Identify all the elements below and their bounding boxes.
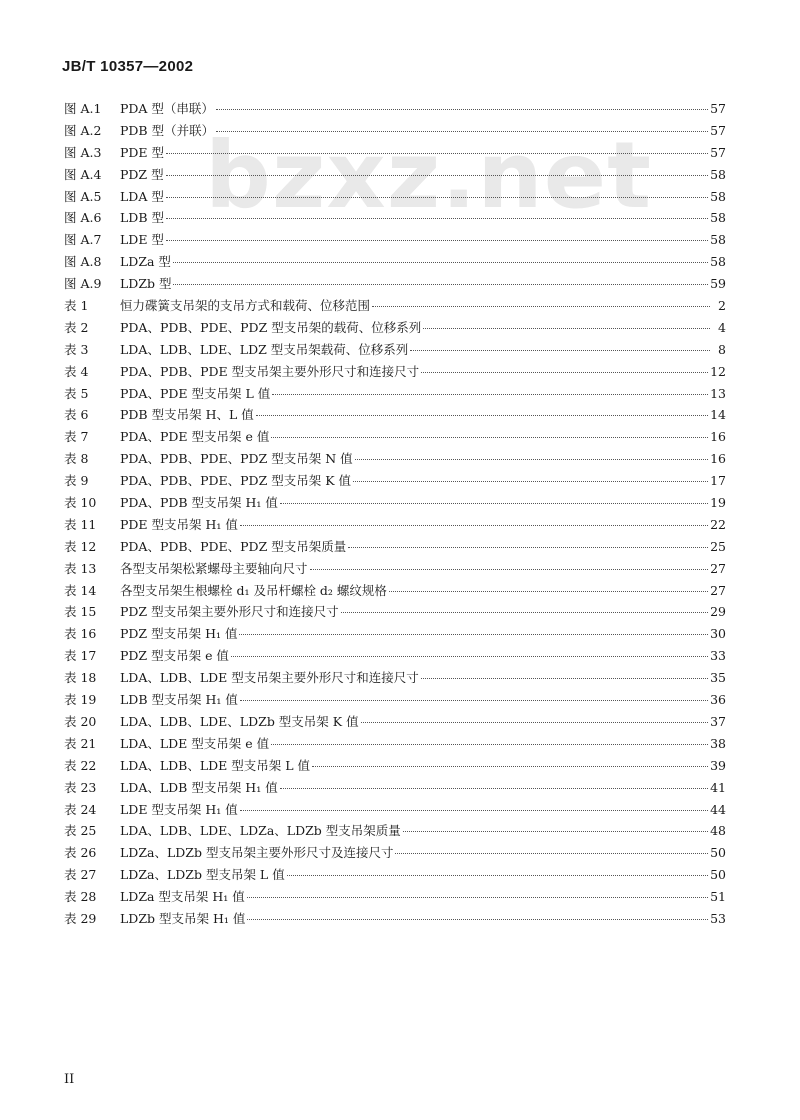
toc-entry-page: 17 bbox=[710, 473, 726, 489]
toc-entry-page: 22 bbox=[710, 516, 726, 532]
toc-entry-title: LDA、LDB、LDE、LDZ 型支吊架载荷、位移系列 bbox=[120, 341, 409, 357]
dot-leader bbox=[280, 502, 708, 504]
toc-entry[interactable] bbox=[64, 602, 726, 624]
toc-entry-page: 29 bbox=[710, 604, 726, 620]
toc-entry-page: 36 bbox=[710, 692, 726, 708]
toc-entry[interactable] bbox=[64, 427, 726, 449]
toc-entry[interactable] bbox=[64, 515, 726, 537]
toc-entry-label: 表 16 bbox=[64, 626, 97, 642]
document-code: JB/T 10357—2002 bbox=[62, 58, 194, 75]
toc-entry-page: 41 bbox=[710, 779, 726, 795]
dot-leader bbox=[421, 677, 708, 679]
toc-entry[interactable] bbox=[64, 778, 726, 800]
dot-leader bbox=[403, 830, 708, 832]
toc-entry[interactable] bbox=[64, 252, 726, 274]
toc-entry-title: PDA、PDB、PDE、PDZ 型支吊架的载荷、位移系列 bbox=[120, 319, 422, 335]
toc-entry-title: PDA、PDB、PDE、PDZ 型支吊架 N 值 bbox=[120, 451, 353, 467]
toc-entry-title: PDB 型支吊架 H、L 值 bbox=[120, 407, 254, 423]
toc-entry-page: 38 bbox=[710, 735, 726, 751]
toc-entry-page: 58 bbox=[710, 166, 726, 182]
dot-leader bbox=[421, 371, 708, 373]
toc-entry-page: 53 bbox=[710, 910, 726, 926]
toc-entry[interactable] bbox=[64, 230, 726, 252]
toc-entry-title: LDA、LDB、LDE、LDZb 型支吊架 K 值 bbox=[120, 713, 359, 729]
toc-entry[interactable] bbox=[64, 800, 726, 822]
toc-entry[interactable] bbox=[64, 624, 726, 646]
dot-leader bbox=[272, 393, 708, 395]
toc-entry-page: 57 bbox=[710, 122, 726, 138]
toc-entry-title: PDB 型（并联） bbox=[120, 122, 215, 138]
toc-entry-title: LDZa 型支吊架 H₁ 值 bbox=[120, 889, 245, 905]
toc-entry[interactable] bbox=[64, 865, 726, 887]
dot-leader bbox=[247, 896, 708, 898]
toc-entry-title: PDZ 型支吊架主要外形尺寸和连接尺寸 bbox=[120, 604, 339, 620]
toc-entry-label: 表 22 bbox=[64, 757, 97, 773]
toc-entry-label: 表 10 bbox=[64, 495, 97, 511]
toc-entry-title: PDZ 型支吊架 H₁ 值 bbox=[120, 626, 238, 642]
dot-leader bbox=[341, 611, 709, 613]
toc-entry[interactable] bbox=[64, 690, 726, 712]
toc-entry[interactable] bbox=[64, 646, 726, 668]
toc-entry-label: 表 19 bbox=[64, 692, 97, 708]
dot-leader bbox=[166, 217, 708, 219]
toc-entry-page: 57 bbox=[710, 144, 726, 160]
toc-entry-label: 表 23 bbox=[64, 779, 97, 795]
toc-entry-page: 51 bbox=[710, 889, 726, 905]
toc-entry-label: 表 6 bbox=[64, 407, 89, 423]
toc-entry-page: 4 bbox=[718, 319, 726, 335]
toc-entry[interactable] bbox=[64, 362, 726, 384]
dot-leader bbox=[312, 765, 708, 767]
dot-leader bbox=[247, 918, 708, 920]
toc-entry-page: 39 bbox=[710, 757, 726, 773]
dot-leader bbox=[240, 699, 708, 701]
toc-entry[interactable] bbox=[64, 384, 726, 406]
toc-entry-page: 30 bbox=[710, 626, 726, 642]
dot-leader bbox=[353, 480, 708, 482]
toc-entry-title: PDA、PDB 型支吊架 H₁ 值 bbox=[120, 495, 278, 511]
toc-entry-page: 33 bbox=[710, 648, 726, 664]
toc-entry[interactable] bbox=[64, 493, 726, 515]
toc-entry-label: 表 3 bbox=[64, 341, 89, 357]
toc-entry-page: 27 bbox=[710, 560, 726, 576]
toc-entry[interactable] bbox=[64, 208, 726, 230]
toc-entry-page: 58 bbox=[710, 232, 726, 248]
dot-leader bbox=[361, 721, 709, 723]
toc-entry-label: 表 25 bbox=[64, 823, 97, 839]
toc-entry-title: LDZb 型支吊架 H₁ 值 bbox=[120, 910, 246, 926]
toc-entry-title: LDZa、LDZb 型支吊架主要外形尺寸及连接尺寸 bbox=[120, 845, 394, 861]
toc-entry-page: 19 bbox=[710, 495, 726, 511]
toc-entry-title: LDA、LDE 型支吊架 e 值 bbox=[120, 735, 270, 751]
toc-entry[interactable] bbox=[64, 340, 726, 362]
toc-entry[interactable] bbox=[64, 449, 726, 471]
toc-entry-label: 表 27 bbox=[64, 867, 97, 883]
toc-entry-page: 57 bbox=[710, 101, 726, 116]
toc-entry[interactable] bbox=[64, 537, 726, 559]
dot-leader bbox=[240, 809, 708, 811]
toc-entry[interactable] bbox=[64, 843, 726, 865]
toc-entry-page: 48 bbox=[710, 823, 726, 839]
toc-entry-title: PDZ 型支吊架 e 值 bbox=[120, 648, 229, 664]
toc-entry-label: 图 A.5 bbox=[64, 188, 102, 204]
toc-entry-title: PDA、PDB、PDE 型支吊架主要外形尺寸和连接尺寸 bbox=[120, 363, 420, 379]
toc-entry-title: PDA 型（串联） bbox=[120, 101, 214, 116]
toc-entry-label: 表 18 bbox=[64, 670, 97, 686]
toc-entry-page: 58 bbox=[710, 188, 726, 204]
toc-entry-title: PDA、PDE 型支吊架 e 值 bbox=[120, 429, 270, 445]
toc-entry-label: 表 4 bbox=[64, 363, 89, 379]
toc-entry-page: 58 bbox=[710, 254, 726, 270]
toc-entry-label: 表 17 bbox=[64, 648, 97, 664]
dot-leader bbox=[310, 568, 709, 570]
toc-entry-title: LDB 型 bbox=[120, 210, 164, 226]
toc-entry-page: 16 bbox=[710, 451, 726, 467]
toc-entry-title: PDZ 型 bbox=[120, 166, 164, 182]
toc-entry-title: LDZa 型 bbox=[120, 254, 171, 270]
toc-entry-label: 表 9 bbox=[64, 473, 89, 489]
toc-entry-page: 14 bbox=[710, 407, 726, 423]
page-number: II bbox=[64, 1072, 75, 1087]
toc-entry-label: 表 13 bbox=[64, 560, 97, 576]
watermark: bzxz.net bbox=[205, 122, 653, 229]
dot-leader bbox=[287, 874, 708, 876]
toc-entry[interactable] bbox=[64, 471, 726, 493]
table-of-contents bbox=[64, 99, 726, 931]
dot-leader bbox=[423, 327, 710, 329]
toc-entry[interactable] bbox=[64, 756, 726, 778]
toc-entry[interactable] bbox=[64, 559, 726, 581]
dot-leader bbox=[239, 633, 708, 635]
toc-entry-label: 表 20 bbox=[64, 713, 97, 729]
toc-entry-label: 表 5 bbox=[64, 385, 89, 401]
toc-entry-label: 表 8 bbox=[64, 451, 89, 467]
toc-entry-page: 8 bbox=[718, 341, 726, 357]
toc-entry-title: LDZa、LDZb 型支吊架 L 值 bbox=[120, 867, 285, 883]
toc-entry-label: 表 28 bbox=[64, 889, 97, 905]
toc-entry-page: 27 bbox=[710, 582, 726, 598]
toc-entry-page: 35 bbox=[710, 670, 726, 686]
toc-entry[interactable] bbox=[64, 821, 726, 843]
toc-entry-title: PDA、PDE 型支吊架 L 值 bbox=[120, 385, 271, 401]
dot-leader bbox=[166, 152, 708, 154]
toc-entry-page: 44 bbox=[710, 801, 726, 817]
toc-entry-title: LDB 型支吊架 H₁ 值 bbox=[120, 692, 238, 708]
toc-entry-title: LDA、LDB 型支吊架 H₁ 值 bbox=[120, 779, 278, 795]
toc-entry-title: LDA、LDB、LDE 型支吊架 L 值 bbox=[120, 757, 311, 773]
toc-entry[interactable] bbox=[64, 296, 726, 318]
dot-leader bbox=[271, 436, 708, 438]
toc-entry-label: 表 15 bbox=[64, 604, 97, 620]
toc-entry-page: 13 bbox=[710, 385, 726, 401]
toc-entry[interactable] bbox=[64, 581, 726, 603]
toc-entry-label: 表 14 bbox=[64, 582, 97, 598]
dot-leader bbox=[372, 305, 710, 307]
toc-entry-label: 图 A.1 bbox=[64, 101, 102, 116]
toc-entry[interactable] bbox=[64, 187, 726, 209]
toc-entry[interactable] bbox=[64, 121, 726, 143]
toc-entry-page: 16 bbox=[710, 429, 726, 445]
dot-leader bbox=[240, 524, 708, 526]
toc-entry-title: 各型支吊架生根螺栓 d₁ 及吊杆螺栓 d₂ 螺纹规格 bbox=[120, 582, 387, 598]
dot-leader bbox=[216, 108, 708, 110]
toc-entry[interactable] bbox=[64, 734, 726, 756]
toc-entry-title: PDA、PDB、PDE、PDZ 型支吊架质量 bbox=[120, 538, 347, 554]
dot-leader bbox=[256, 414, 708, 416]
dot-leader bbox=[231, 655, 708, 657]
dot-leader bbox=[271, 743, 708, 745]
toc-entry-label: 表 26 bbox=[64, 845, 97, 861]
toc-entry[interactable] bbox=[64, 274, 726, 296]
dot-leader bbox=[389, 590, 708, 592]
dot-leader bbox=[166, 239, 708, 241]
dot-leader bbox=[280, 787, 708, 789]
toc-entry-page: 58 bbox=[710, 210, 726, 226]
toc-entry-title: PDA、PDB、PDE、PDZ 型支吊架 K 值 bbox=[120, 473, 352, 489]
toc-entry-label: 表 7 bbox=[64, 429, 89, 445]
toc-entry-page: 2 bbox=[718, 298, 726, 314]
toc-entry-page: 59 bbox=[710, 276, 726, 292]
dot-leader bbox=[216, 130, 708, 132]
dot-leader bbox=[395, 852, 708, 854]
toc-entry-title: LDA、LDB、LDE 型支吊架主要外形尺寸和连接尺寸 bbox=[120, 670, 419, 686]
toc-entry-label: 图 A.3 bbox=[64, 144, 102, 160]
toc-entry[interactable] bbox=[64, 405, 726, 427]
toc-entry-title: LDA、LDB、LDE、LDZa、LDZb 型支吊架质量 bbox=[120, 823, 401, 839]
toc-entry-title: 各型支吊架松紧螺母主要轴向尺寸 bbox=[120, 560, 308, 576]
toc-entry-title: LDE 型 bbox=[120, 232, 164, 248]
toc-entry-label: 图 A.4 bbox=[64, 166, 102, 182]
toc-entry-label: 图 A.6 bbox=[64, 210, 102, 226]
toc-entry-title: PDE 型支吊架 H₁ 值 bbox=[120, 516, 238, 532]
toc-entry[interactable] bbox=[64, 143, 726, 165]
dot-leader bbox=[166, 196, 708, 198]
toc-entry-page: 25 bbox=[710, 538, 726, 554]
toc-entry[interactable] bbox=[64, 99, 726, 121]
toc-entry-label: 图 A.8 bbox=[64, 254, 102, 270]
toc-entry-page: 50 bbox=[710, 867, 726, 883]
toc-entry[interactable] bbox=[64, 318, 726, 340]
toc-entry[interactable] bbox=[64, 668, 726, 690]
toc-entry-label: 表 24 bbox=[64, 801, 97, 817]
toc-entry-label: 图 A.7 bbox=[64, 232, 102, 248]
toc-entry-title: PDE 型 bbox=[120, 144, 165, 160]
toc-entry-label: 表 11 bbox=[64, 516, 97, 532]
dot-leader bbox=[410, 349, 710, 351]
toc-entry-page: 37 bbox=[710, 713, 726, 729]
toc-entry-label: 表 29 bbox=[64, 910, 97, 926]
toc-entry-title: 恒力碟簧支吊架的支吊方式和载荷、位移范围 bbox=[120, 298, 371, 314]
toc-entry[interactable] bbox=[64, 165, 726, 187]
dot-leader bbox=[173, 283, 708, 285]
toc-entry-title: LDA 型 bbox=[120, 188, 164, 204]
toc-entry[interactable] bbox=[64, 887, 726, 909]
toc-entry-title: LDE 型支吊架 H₁ 值 bbox=[120, 801, 238, 817]
toc-entry-page: 12 bbox=[710, 363, 726, 379]
toc-entry-label: 图 A.9 bbox=[64, 276, 102, 292]
dot-leader bbox=[166, 174, 709, 176]
dot-leader bbox=[348, 546, 708, 548]
toc-entry-title: LDZb 型 bbox=[120, 276, 172, 292]
toc-entry-page: 50 bbox=[710, 845, 726, 861]
toc-entry-label: 表 12 bbox=[64, 538, 97, 554]
toc-entry[interactable] bbox=[64, 712, 726, 734]
toc-entry-label: 表 2 bbox=[64, 319, 89, 335]
toc-entry-label: 表 1 bbox=[64, 298, 89, 314]
dot-leader bbox=[173, 261, 708, 263]
dot-leader bbox=[355, 458, 708, 460]
toc-entry-label: 图 A.2 bbox=[64, 122, 102, 138]
toc-entry[interactable] bbox=[64, 909, 726, 931]
toc-entry-label: 表 21 bbox=[64, 735, 97, 751]
